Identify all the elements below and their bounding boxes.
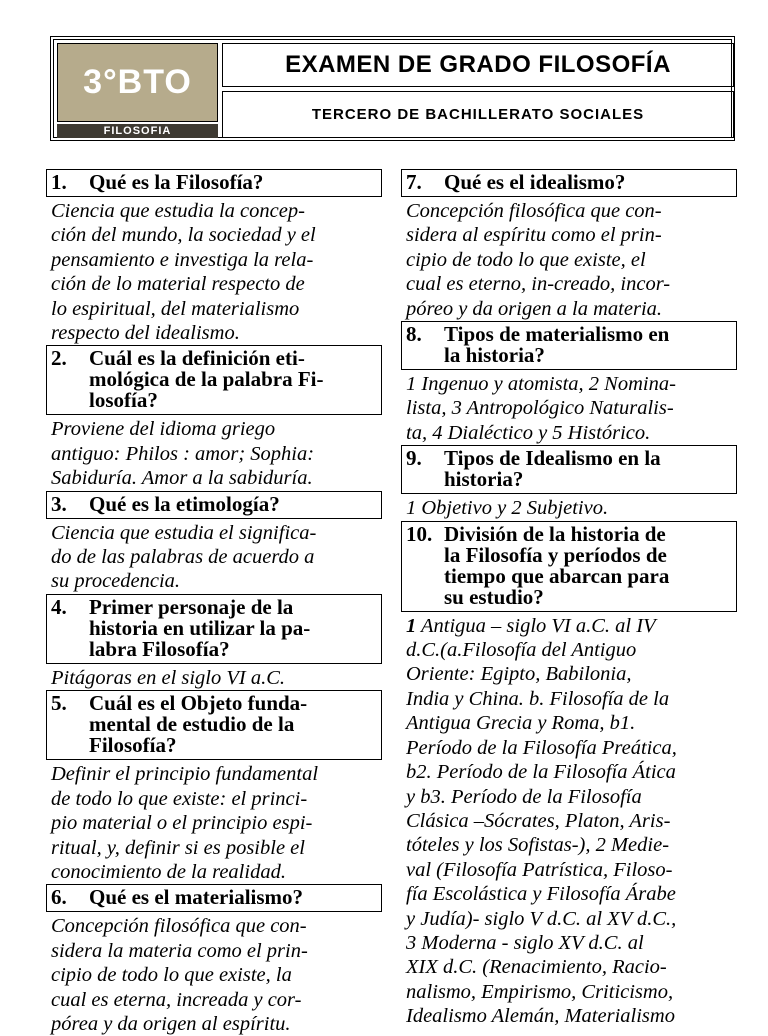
question-1 [46,169,382,197]
question-text: Qué es la Filosofía? [89,170,264,194]
answer-6: Concepción filosófica que con- sidera la materia como el prin- cipio de todo lo que existe, la cual es eterna, increada y cor- pórea y da origen al espíritu. [51,915,308,1035]
question-text: Qué es el idealismo? [444,170,626,194]
answer-2: Proviene del idioma griego antiguo: Philos : amor; Sophia: Sabiduría. Amor a la sabiduría. [51,418,315,490]
question-text: Qué es la etimología? [89,491,280,516]
logo-badge [57,43,218,122]
question-number: 6. [51,885,67,910]
question-number: 1. [51,170,67,194]
answer-text: Antigua – siglo VI a.C. al IV d.C.(a.Filosofía del Antiguo Oriente: Egipto, Babilonia, India y China. b. Filosofía de la Antigua Grecia y Roma, b1. Período de la Filosofía Preática, b2. Período de la Filosofía Ática y b3. Período de la Filosofía Clásica –Sócrates, Platon, Aris- tóteles y los Sofistas-), 2 Medie- val (Filosofía Patrística, Filoso- fía Escolástica y Filosofía Árabe y Judía)- siglo V d.C. al XV d.C., 3 Moderna - siglo XV d.C. al XIX d.C. (Renacimiento, Racio- nalismo, Empirismo, Criticismo, Idealismo Alemán, Materialismo [406,614,677,1028]
answer-4: Pitágoras en el siglo VI a.C. [51,666,286,689]
question-9 [401,445,737,494]
title-box [222,43,734,87]
question-number: 4. [51,594,67,619]
course-logo [57,43,218,138]
question-text: Cuál es la definición eti- mológica de la palabra Fi- losofía? [89,346,324,413]
question-text: Cuál es el Objeto funda- mental de estudio de la Filosofía? [89,691,308,758]
right-column [401,169,737,1029]
logo-grade-text: 3°BTO [83,63,192,101]
answer-1: Ciencia que estudia la concep- ción del mundo, la sociedad y el pensamiento e investiga la rela- ción de lo material respecto de lo espiritual, del materialismo respecto del idealismo. [51,200,316,345]
question-4 [46,594,382,664]
question-text: Tipos de materialismo en la historia? [444,322,670,368]
question-number: 5. [51,691,67,716]
question-10 [401,521,737,612]
subtitle-box [222,91,734,138]
question-8 [401,321,737,370]
question-3 [46,491,382,519]
logo-subject-bar [57,124,218,138]
exam-header [50,36,735,141]
question-number: 10. [406,521,433,546]
answer-8: 1 Ingenuo y atomista, 2 Nomina- lista, 3 Antropológico Naturalis- ta, 4 Dialéctico y 5 Histórico. [406,373,676,444]
left-column [46,169,382,1036]
answer-10 [401,612,737,1029]
question-2 [46,345,382,415]
question-number: 9. [406,446,422,471]
question-number: 3. [51,491,67,516]
exam-subtitle: TERCERO DE BACHILLERATO SOCIALES [311,106,645,123]
question-text: Tipos de Idealismo en la historia? [444,446,661,492]
question-number: 2. [51,346,67,371]
question-text: División de la historia de la Filosofía y períodos de tiempo que abarcan para su estudio? [444,521,670,609]
logo-subject-text: FILOSOFIA [103,125,172,137]
question-number: 7. [406,170,422,194]
answer-5: Definir el principio fundamental de todo lo que existe: el princi- pio material o el principio espi- ritual, y, definir si es posible el conocimiento de la realidad. [51,763,319,883]
question-5 [46,690,382,760]
question-number: 8. [406,322,422,347]
exam-title: EXAMEN DE GRADO FILOSOFÍA [285,51,671,78]
answer-lead-number: 1 [406,614,417,637]
header-frame [53,39,732,138]
question-text: Qué es el materialismo? [89,885,304,910]
answer-3: Ciencia que estudia el significa- do de las palabras de acuerdo a su procedencia. [51,521,317,593]
question-7 [401,169,737,197]
question-text: Primer personaje de la historia en utilizar la pa- labra Filosofía? [89,594,311,661]
answer-9: 1 Objetivo y 2 Subjetivo. [406,497,609,520]
answer-7: Concepción filosófica que con- sidera al espíritu como el prin- cipio de todo lo que existe, el cual es eterno, in-creado, incor- póreo y da origen a la materia. [406,200,671,320]
question-6 [46,884,382,912]
